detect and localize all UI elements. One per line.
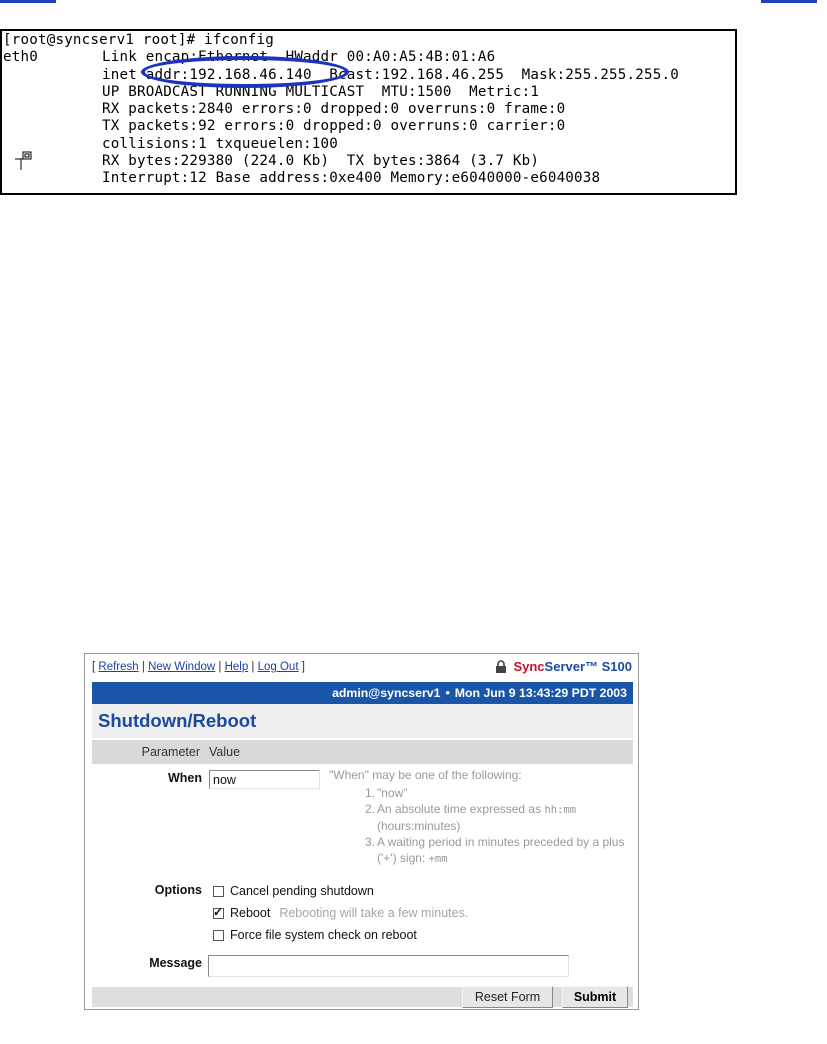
help-item: 3. A waiting period in minutes preceded by a plus ('+') sign: +mm [365,835,625,865]
terminal-line-text: inet addr:192.168.46.140 Bcast:192.168.46.255 Mask:255.255.255.0 [102,66,679,83]
cancel-shutdown-label: Cancel pending shutdown [230,884,374,898]
message-label: Message [149,956,202,970]
date-time: Mon Jun 9 13:43:29 PDT 2003 [454,686,627,700]
terminal-line [3,118,679,135]
page-title: Shutdown/Reboot [98,710,257,731]
terminal-line [3,153,679,170]
message-input[interactable] [208,955,569,977]
reboot-label: Reboot [230,906,271,920]
terminal-line [3,101,679,118]
help-item: 2. An absolute time expressed as hh:mm (hours:minutes) [365,802,577,833]
terminal-line [3,49,679,66]
terminal-output [3,32,679,188]
terminal-line [3,32,679,49]
refresh-link[interactable]: Refresh [98,661,139,673]
help-item: 1. "now" [365,785,408,800]
terminal-cursor-glyph-icon [14,151,34,171]
cancel-shutdown-option[interactable] [213,884,374,898]
terminal-line [3,136,679,153]
when-help-text [329,768,634,867]
terminal-line-text: TX packets:92 errors:0 dropped:0 overruns:0 carrier:0 [102,118,566,135]
options-label: Options [154,883,202,897]
when-input[interactable] [209,770,320,789]
terminal-window [0,29,737,195]
force-fsck-option[interactable] [213,928,417,942]
user-name: admin@syncserv1 [332,686,441,700]
reset-form-button[interactable]: Reset Form [462,986,553,1008]
terminal-line-text: Link encap:Ethernet HWaddr 00:A0:A5:4B:01:A6 [102,49,496,66]
top-left-link-fragment[interactable] [0,0,56,3]
terminal-line [3,170,679,187]
separator-dot: • [445,686,450,700]
lock-icon [495,660,507,673]
terminal-line-text: Interrupt:12 Base address:0xe400 Memory:e6040000-e6040038 [102,170,601,187]
reboot-checkbox[interactable] [213,904,224,919]
terminal-line-text: RX bytes:229380 (224.0 Kb) TX bytes:3864 (3.7 Kb) [102,153,540,170]
syncserver-web-panel [84,653,639,1010]
top-links: [ Refresh | New Window | Help | Log Out ] [92,661,305,673]
parameter-header: Parameter [141,745,200,759]
value-header: Value [209,745,241,759]
force-fsck-checkbox[interactable] [213,930,224,941]
when-label: When [167,771,202,785]
help-intro: "When" may be one of the following: [329,768,522,782]
submit-button[interactable]: Submit [562,986,628,1008]
title-row [92,704,633,738]
checkmark-icon: ✓ [213,904,224,919]
table-header [92,740,633,764]
form-footer [92,987,633,1007]
user-status-bar [92,682,633,704]
ip-highlight-oval [141,56,349,88]
interface-name: eth0 [3,49,38,66]
terminal-line-text: RX packets:2840 errors:0 dropped:0 overruns:0 frame:0 [102,101,566,118]
terminal-line [3,84,679,101]
top-right-link-fragment[interactable] [761,0,817,3]
help-list [329,786,634,868]
new-window-link[interactable]: New Window [148,661,216,673]
terminal-line-text: collisions:1 txqueuelen:100 [102,135,339,152]
reboot-note: Rebooting will take a few minutes. [279,906,469,920]
brand-sync: Sync [513,659,545,674]
brand-logo [495,659,632,674]
terminal-line-text: UP BROADCAST RUNNING MULTICAST MTU:1500 Metric:1 [102,83,540,100]
help-link[interactable]: Help [224,661,249,673]
brand-rest: Server™ S100 [544,659,632,674]
force-fsck-label: Force file system check on reboot [230,928,417,942]
terminal-line-text: [root@syncserv1 root]# ifconfig [3,32,274,48]
log-out-link[interactable]: Log Out [257,661,299,673]
reboot-option[interactable] [213,906,468,920]
cancel-shutdown-checkbox[interactable] [213,886,224,897]
